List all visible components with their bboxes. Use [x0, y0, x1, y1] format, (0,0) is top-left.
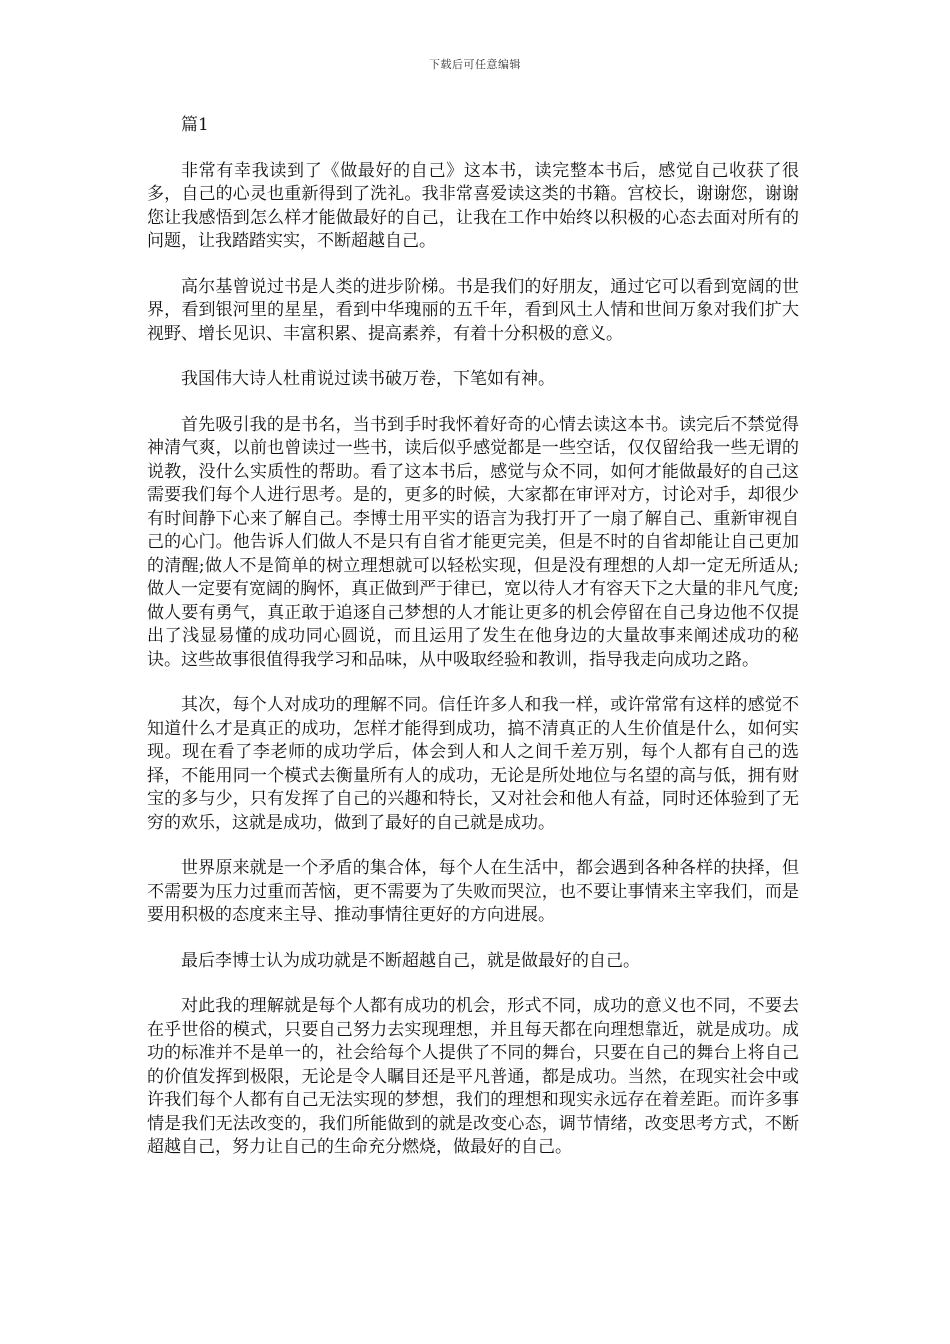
paragraph-7: 最后李博士认为成功就是不断超越自己，就是做最好的自己。 [181, 950, 640, 971]
paragraph-4: 首先吸引我的是书名，当书到手时我怀着好奇的心情去读这本书。读完后不禁觉得神清气爽，以前也曾读过一些书，读后似乎感觉都是一些空话，仅仅留给我一些无谓的说教，没什么实质性的帮助。看了这本书后，感觉与众不同，如何才能做最好的自己这需要我们每个人进行思考。是的，更多的时候，大家都在审评对方，讨论对手，却很少有时间静下心来了解自己。李博士用平实的语言为我打开了一扇了解自己、重新审视自己的心门。他告诉人们做人不是只有自省才能更完美，但是不时的自省却能让自己更加的清醒;做人不是简单的树立理想就可以轻松实现，但是没有理想的人却一定无所适从;做人一定要有宽阔的胸怀，真正做到严于律已，宽以待人才有容天下之大量的非凡气度;做人要有勇气，真正敢于追逐自己梦想的人才能让更多的机会停留在自己身边他不仅提出了浅显易懂的成功同心圆说，而且运用了发生在他身边的大量故事来阐述成功的秘诀。这些故事很值得我学习和品味，从中吸取经验和教训，指导我走向成功之路。 [147, 414, 799, 670]
paragraph-2: 高尔基曾说过书是人类的进步阶梯。书是我们的好朋友，通过它可以看到宽阔的世界，看到银河里的星星，看到中华瑰丽的五千年，看到风土人情和世间万象对我们扩大视野、增长见识、丰富积累、提高素养，有着十分积极的意义。 [147, 276, 799, 344]
paragraph-6: 世界原来就是一个矛盾的集合体，每个人在生活中，都会遇到各种各样的抉择，但不需要为压力过重而苦恼，更不需要为了失败而哭泣，也不要让事情来主宰我们，而是要用积极的态度来主导、推动事情往更好的方向进展。 [147, 858, 799, 925]
paragraph-5: 其次，每个人对成功的理解不同。信任许多人和我一样，或许常常有这样的感觉不知道什么才是真正的成功，怎样才能得到成功，搞不清真正的人生价值是什么，如何实现。现在看了李老师的成功学后，体会到人和人之间千差万别，每个人都有自己的选择，不能用同一个模式去衡量所有人的成功，无论是所处地位与名望的高与低，拥有财宝的多与少，只有发挥了自己的兴趣和特长，又对社会和他人有益，同时还体验到了无穷的欢乐，这就是成功，做到了最好的自己就是成功。 [147, 695, 799, 833]
paragraph-1: 非常有幸我读到了《做最好的自己》这本书，读完整本书后，感觉自己收获了很多，自己的心灵也重新得到了洗礼。我非常喜爱读这类的书籍。宫校长，谢谢您，谢谢您让我感悟到怎么样才能做最好的自己，让我在工作中始终以积极的心态去面对所有的问题，让我踏踏实实，不断超越自己。 [147, 160, 799, 251]
page-header-note: 下载后可任意编辑 [429, 58, 521, 71]
paragraph-3: 我国伟大诗人杜甫说过读书破万卷，下笔如有神。 [181, 369, 555, 389]
document-body [147, 114, 799, 1182]
section-title: 篇1 [181, 115, 209, 135]
paragraph-8: 对此我的理解就是每个人都有成功的机会，形式不同，成功的意义也不同，不要去在乎世俗的模式，只要自己努力去实现理想，并且每天都在向理想靠近，就是成功。成功的标准并不是单一的，社会给每个人提供了不同的舞台，只要在自己的舞台上将自己的价值发挥到极限，无论是令人瞩目还是平凡普通，都是成功。当然，在现实社会中或许我们每个人都有自己无法实现的梦想，我们的理想和现实永远存在着差距。而许多事情是我们无法改变的，我们所能做到的就是改变心态，调节情绪，改变思考方式，不断超越自己，努力让自己的生命充分燃烧，做最好的自己。 [147, 996, 799, 1157]
